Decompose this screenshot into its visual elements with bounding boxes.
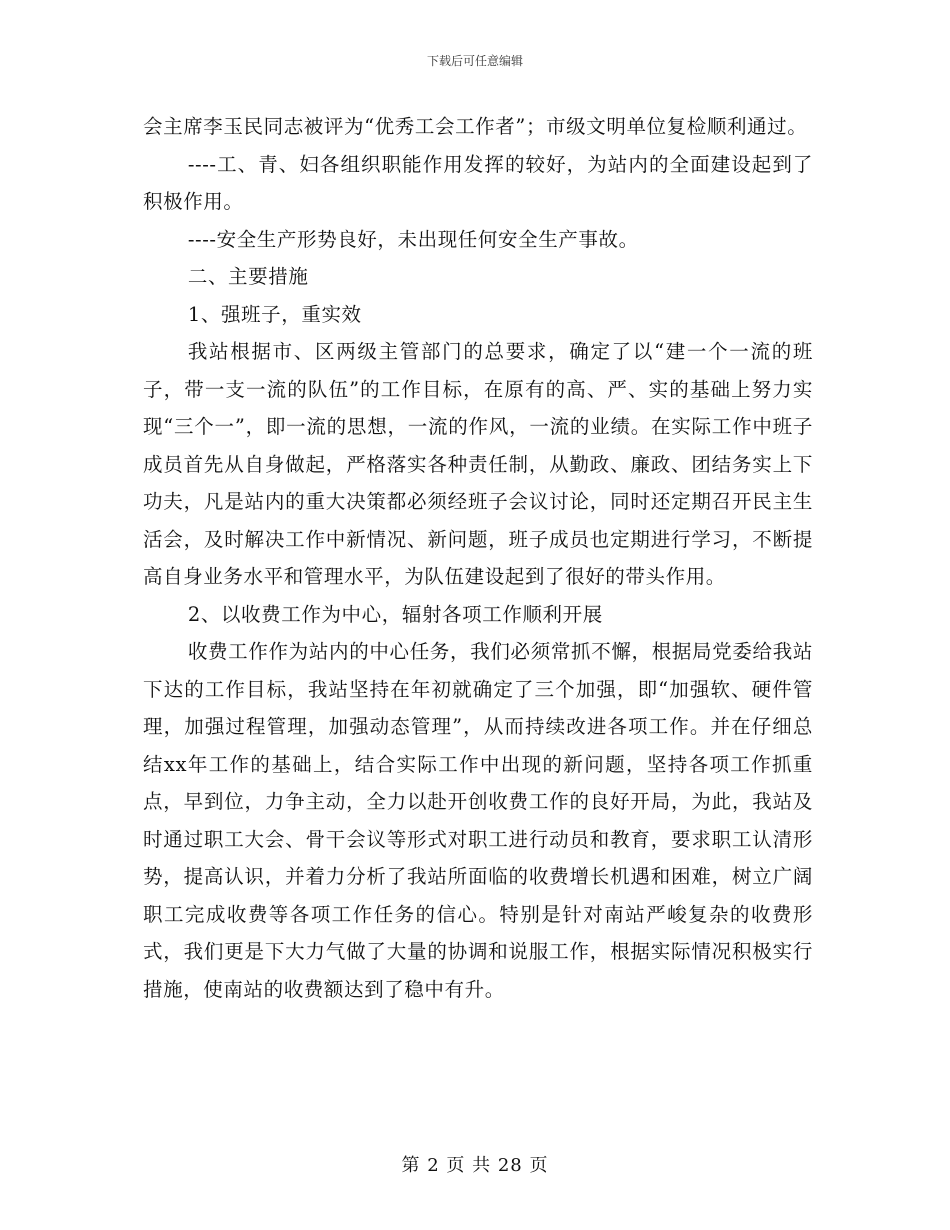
paragraph: ----工、青、妇各组织职能作用发挥的较好，为站内的全面建设起到了积极作用。 [143,152,813,213]
paragraph: 会主席李玉民同志被评为“优秀工会工作者”；市级文明单位复检顺利通过。 [143,115,808,138]
document-body [143,108,813,1008]
section-heading: 二、主要措施 [187,265,309,288]
paragraph: ----安全生产形势良好，未出现任何安全生产事故。 [187,227,639,251]
paragraph: 收费工作作为站内的中心任务，我们必须常抓不懈，根据局党委给我站下达的工作目标，我站坚持在年初就确定了三个加强，即“加强软、硬件管理，加强过程管理，加强动态管理”，从而持续改进各项工作。并在仔细总结xx年工作的基础上，结合实际工作中出现的新问题，坚持各项工作抓重点，早到位，力争主动，全力以赴开创收费工作的良好开局，为此，我站及时通过职工大会、骨干会议等形式对职工进行动员和教育，要求职工认清形势，提高认识，并着力分析了我站所面临的收费增长机遇和困难，树立广阔职工完成收费等各项工作任务的信心。特别是针对南站严峻复杂的收费形式，我们更是下大力气做了大量的协调和说服工作，根据实际情况积极实行措施，使南站的收费额达到了稳中有升。 [143,640,813,1001]
subsection-heading: 1、强班子，重实效 [187,302,362,326]
subsection-heading: 2、以收费工作为中心，辐射各项工作顺利开展 [187,602,603,626]
page-header: 下载后可任意编辑 [426,54,523,68]
paragraph: 我站根据市、区两级主管部门的总要求，确定了以“建一个一流的班子，带一支一流的队伍”的工作目标，在原有的高、严、实的基础上努力实现“三个一”，即一流的思想，一流的作风，一流的业绩。在实际工作中班子成员首先从自身做起，严格落实各种责任制，从勤政、廉政、团结务实上下功夫，凡是站内的重大决策都必须经班子会议讨论，同时还定期召开民主生活会，及时解决工作中新情况、新问题，班子成员也定期进行学习，不断提高自身业务水平和管理水平，为队伍建设起到了很好的带头作用。 [143,340,813,588]
page-number-footer: 第 2 页 共 28 页 [401,1155,549,1176]
